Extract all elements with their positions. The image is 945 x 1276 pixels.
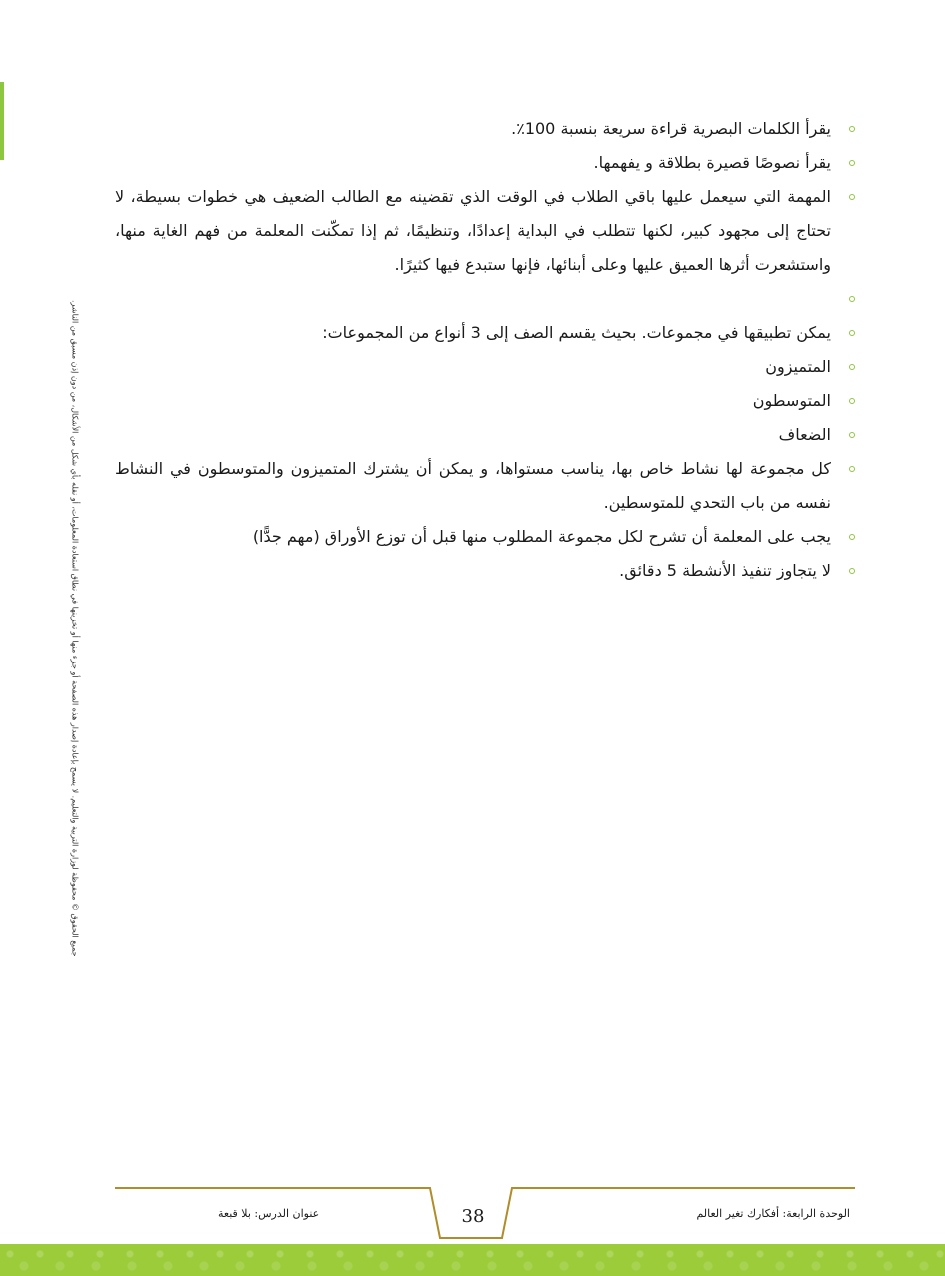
left-accent-strip [0, 82, 4, 160]
bullet-circle-icon [849, 568, 855, 574]
bullet-text: يمكن تطبيقها في مجموعات. بحيث يقسم الصف إلى 3 أنواع من المجموعات: [322, 323, 831, 342]
bullet-item [115, 554, 855, 588]
bullet-item [115, 350, 855, 384]
bullet-text: كل مجموعة لها نشاط خاص بها، يناسب مستواها، و يمكن أن يشترك المتميزون والمتوسطون في النشاط نفسه من باب التحدي للمتوسطين. [115, 459, 831, 512]
main-content [115, 112, 855, 588]
bullet-item [115, 282, 855, 316]
page-number: 38 [461, 1206, 485, 1227]
bullet-text: المتميزون [765, 357, 831, 376]
copyright-text: جميع الحقوق © محفوظة لوزارة التربية والتعليم. لا يسمح بإعادة إصدار هذه الصفحة أو جزء منها أو تخزينها في نطاق استعادة المعلومات، أو نقله بأي شكل من الأشكال، من دون إذن مسبق من الناشر. [70, 300, 80, 957]
bullet-text: يقرأ نصوصًا قصيرة بطلاقة و يفهمها. [593, 153, 831, 172]
bullet-circle-icon [849, 364, 855, 370]
bullet-circle-icon [849, 330, 855, 336]
bullet-circle-icon [849, 432, 855, 438]
footer-lesson-title: عنوان الدرس: بلا قبعة [218, 1207, 320, 1220]
bullet-text: المهمة التي سيعمل عليها باقي الطلاب في الوقت الذي تقضينه مع الطالب الضعيف هي خطوات بسيطة، لا تحتاج إلى مجهود كبير، لكنها تتطلب في البداية إعدادًا، وتنظيمًا، ثم إذا تمكّنت المعلمة من فهم الغاية منها، واستشعرت أثرها العميق عليها وعلى أبنائها، فإنها ستبدع فيها كثيرًا. [115, 187, 831, 274]
bullet-text: يقرأ الكلمات البصرية قراءة سريعة بنسبة 100٪. [511, 119, 831, 138]
copyright-side-note [68, 300, 82, 1000]
bullet-item [115, 384, 855, 418]
bullet-item [115, 452, 855, 520]
bullet-item [115, 180, 855, 282]
bullet-item [115, 146, 855, 180]
bullet-list [115, 112, 855, 588]
bullet-circle-icon [849, 466, 855, 472]
bullet-circle-icon [849, 534, 855, 540]
bullet-circle-icon [849, 296, 855, 302]
bullet-circle-icon [849, 126, 855, 132]
bullet-text: الضعاف [778, 425, 831, 444]
bullet-circle-icon [849, 160, 855, 166]
bullet-text: لا يتجاوز تنفيذ الأنشطة 5 دقائق. [619, 561, 831, 580]
bullet-item [115, 112, 855, 146]
bullet-text: يجب على المعلمة أن تشرح لكل مجموعة المطلوب منها قبل أن توزع الأوراق (مهم جدًّا) [252, 527, 831, 546]
decorative-bottom-band [0, 1244, 945, 1276]
footer-unit-title: الوحدة الرابعة: أفكارك تغير العالم [696, 1207, 850, 1220]
bullet-text: المتوسطون [752, 391, 831, 410]
bullet-circle-icon [849, 398, 855, 404]
bullet-item [115, 316, 855, 350]
bullet-item [115, 520, 855, 554]
bullet-circle-icon [849, 194, 855, 200]
bullet-item [115, 418, 855, 452]
